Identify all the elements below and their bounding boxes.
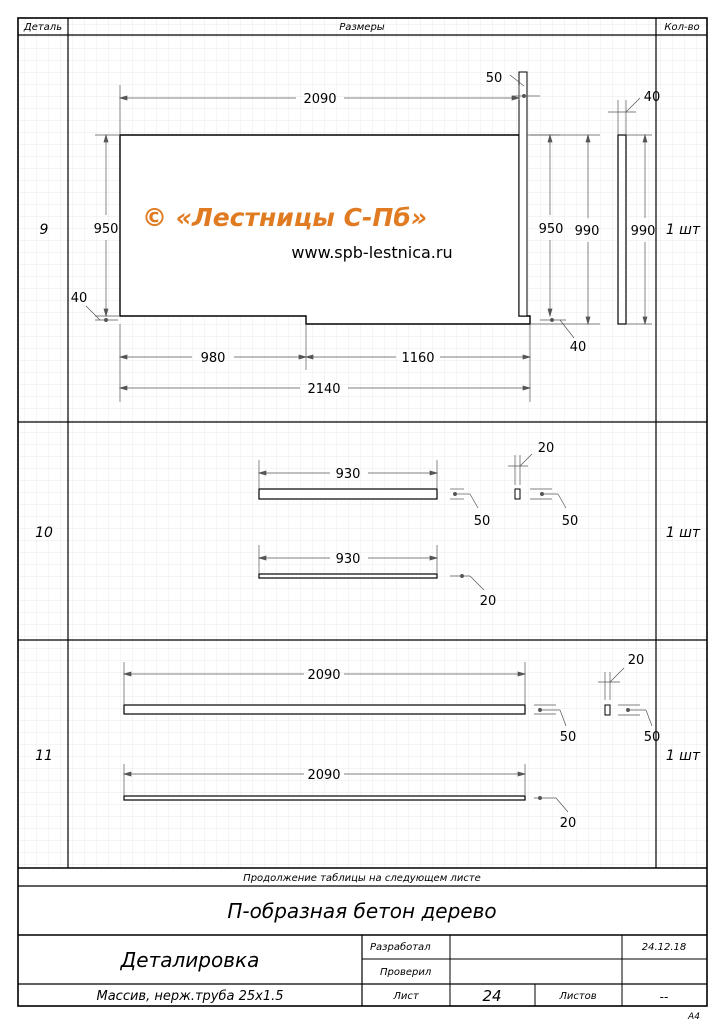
dim-10-sec-w: 20 xyxy=(537,441,555,456)
dim-right-950: 950 xyxy=(538,222,564,237)
dim-11-sec-h: 50 xyxy=(643,730,661,745)
dim-11-sec-w: 20 xyxy=(627,653,645,668)
dim-notch-50: 50 xyxy=(485,71,503,86)
row-11-number: 11 xyxy=(35,748,53,764)
dim-10-thick-b: 20 xyxy=(479,594,497,609)
dim-10-sec-h: 50 xyxy=(561,514,579,529)
dim-bottom-1160: 1160 xyxy=(401,351,435,366)
material-text: Массив, нерж.труба 25х1.5 xyxy=(96,989,284,1004)
watermark-url: www.spb-lestnica.ru xyxy=(291,243,453,262)
dim-right-40: 40 xyxy=(569,340,587,355)
dim-bottom-980: 980 xyxy=(200,351,226,366)
checked-label: Проверил xyxy=(380,967,432,978)
dim-left-40: 40 xyxy=(70,291,88,306)
dim-top-2090: 2090 xyxy=(303,92,337,107)
sheet-number: 24 xyxy=(482,987,502,1005)
dim-side-40: 40 xyxy=(643,90,661,105)
header-sizes: Размеры xyxy=(339,22,385,33)
document-title: Деталировка xyxy=(120,948,260,972)
dim-bottom-2140: 2140 xyxy=(307,382,341,397)
dim-right-990: 990 xyxy=(574,224,600,239)
dim-11-thick-b: 20 xyxy=(559,816,577,831)
header-qty: Кол-во xyxy=(664,22,700,33)
format-label: A4 xyxy=(688,1012,700,1022)
row-9-number: 9 xyxy=(39,222,49,238)
dim-11-len-b: 2090 xyxy=(307,768,341,783)
dim-left-950: 950 xyxy=(93,222,119,237)
developed-label: Разработал xyxy=(370,942,431,953)
dim-side-990: 990 xyxy=(630,224,656,239)
dim-10-len-b: 930 xyxy=(335,552,361,567)
sheets-label: Листов xyxy=(559,991,597,1002)
dim-11-thick-a: 50 xyxy=(559,730,577,745)
row-9-qty: 1 шт xyxy=(665,222,701,238)
watermark-brand: © «Лестницы С-Пб» xyxy=(142,203,427,232)
dim-10-thick-a: 50 xyxy=(473,514,491,529)
continuation-note: Продолжение таблицы на следующем листе xyxy=(243,873,481,884)
header-detail: Деталь xyxy=(23,22,63,33)
project-title: П-образная бетон дерево xyxy=(227,899,497,923)
row-11-qty: 1 шт xyxy=(665,748,701,764)
sheets-value: -- xyxy=(659,990,669,1004)
row-10-number: 10 xyxy=(35,525,53,541)
dim-10-len-a: 930 xyxy=(335,467,361,482)
row-10-qty: 1 шт xyxy=(665,525,701,541)
sheet-label: Лист xyxy=(393,991,419,1002)
date-value: 24.12.18 xyxy=(641,942,687,953)
dim-11-len-a: 2090 xyxy=(307,668,341,683)
